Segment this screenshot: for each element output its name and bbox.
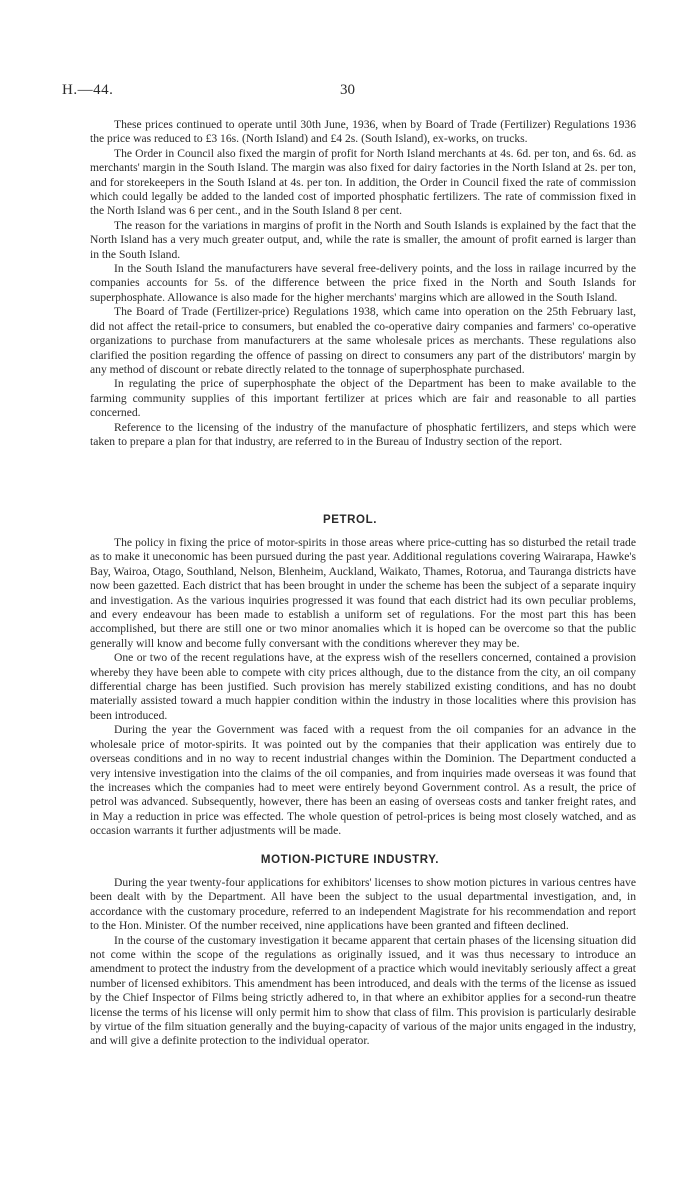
page-number: 30 bbox=[340, 82, 355, 98]
paragraph: During the year the Government was faced with a request from the oil companies for an advance in the wholesale price of motor-spirits. It was pointed out by the companies that their application was entirely due to overseas conditions and in no way to recent industrial changes within the Dominion. The Department conducted a very intensive investigation into the claims of the oil companies, and from inquiries made overseas it was found that the increases which the companies had to meet were entirely beyond Government control. As a result, the price of petrol was advanced. Subsequently, however, there has been an easing of overseas costs and tanker freight rates, and in May a reduction in price was effected. The whole question of petrol-prices is being most closely watched, and as occasion warrants it further adjustments will be made. bbox=[90, 723, 636, 838]
paragraph: The policy in fixing the price of motor-spirits in those areas where price-cutting has so disturbed the retail trade as to make it uneconomic has been pursued during the past year. Additional regulations covering Wairarapa, Hawke's Bay, Wairoa, Otago, Southland, Nelson, Blenheim, Auckland, Waikato, Thames, Rotorua, and Tauranga districts have now been gazetted. Each district that has been brought in under the scheme has been the subject of a separate inquiry and investigation. As the various inquiries progressed it was found that each district had its own peculiar problems, and every endeavour has been made to establish a uniform set of regulations. For the most part this has been accomplished, but there are still one or two minor anomalies which it is hoped can be overcome so that the public generally will know and become fully conversant with the conditions wherever they may be. bbox=[90, 536, 636, 650]
paragraph: In the course of the customary investigation it became apparent that certain phases of the licensing situation did not come within the scope of the regulations as originally issued, and it was thus necessary to introduce an amendment to protect the industry from the development of a practice which would inevitably seriously affect a great number of licensed exhibitors. This amendment has been introduced, and deals with the terms of the license as issued by the Chief Inspector of Films being strictly adhered to, in that where an exhibitor applies for a second-run theatre license the terms of his license will only permit him to show that class of film. This provision is particularly desirable by virtue of the film situation generally and the buying-capacity of various of the major units engaged in the industry, and will give a definite protection to the individual operator. bbox=[90, 933, 636, 1048]
fertilizer-section-body bbox=[90, 118, 636, 449]
paragraph: One or two of the recent regulations have, at the express wish of the resellers concerned, contained a provision whereby they have been able to compete with city prices although, due to the distance from the city, an oil company differential charge has been justified. Such provision has merely stabilized existing conditions, and has no doubt materially assisted toward a much happier condition within the industry in those localities where this provision has been introduced. bbox=[90, 651, 636, 722]
section-heading-petrol: PETROL. bbox=[322, 514, 378, 526]
paragraph: The reason for the variations in margins of profit in the North and South Islands is explained by the fact that the North Island has a very much greater output, and, while the rate is smaller, the amount of profit earned is larger than in the South Island. bbox=[90, 218, 636, 261]
paragraph: During the year twenty-four applications for exhibitors' licenses to show motion pictures in various centres have been dealt with by the Department. All have been the subject to the usual departmental investigation, and, in accordance with the customary procedure, referred to an independent Magistrate for his recommendation and report to the Hon. Minister. Of the number received, nine applications have been granted and fifteen declined. bbox=[90, 876, 636, 933]
paragraph: In the South Island the manufacturers have several free-delivery points, and the loss in railage incurred by the companies accounts for 5s. of the difference between the price fixed in the North and South Islands for superphosphate. Allowance is also made for the higher merchants' margins which are allowed in the South Island. bbox=[90, 262, 636, 304]
paragraph: The Board of Trade (Fertilizer-price) Regulations 1938, which came into operation on the 25th February last, did not affect the retail-price to consumers, but enabled the co-operative dairy companies and farmers' co-operative organizations to purchase from manufacturers at the same wholesale prices as merchants. These regulations also clarified the position regarding the offence of passing on direct to consumers any part of the distributors' margin by any method of discount or rebate directly related to the tonnage of superphosphate purchased. bbox=[90, 305, 636, 376]
paragraph: In regulating the price of superphosphate the object of the Department has been to make available to the farming community supplies of this important fertilizer at prices which are fair and reasonable to all parties concerned. bbox=[90, 377, 636, 420]
petrol-section-body bbox=[90, 536, 636, 839]
document-reference: H.—44. bbox=[62, 82, 114, 98]
paragraph: The Order in Council also fixed the margin of profit for North Island merchants at 4s. 6d. per ton, and 6s. 6d. as merchants' margin in the South Island. The margin was also fixed for dairy factories in the North Island at 2s. per ton, and for storekeepers in the South Island at 4s. per ton. In addition, the Order in Council fixed the rate of commission which could legally be added to the landed cost of imported phosphatic fertilizers. The rate of commission fixed in the North Island was 6 per cent., and in the South Island 8 per cent. bbox=[90, 146, 636, 218]
section-heading-motion-picture: MOTION-PICTURE INDUSTRY. bbox=[260, 854, 440, 866]
paragraph: Reference to the licensing of the industry of the manufacture of phosphatic fertilizers, and steps which were taken to prepare a plan for that industry, are referred to in the Bureau of Industry section of the report. bbox=[90, 420, 636, 448]
paragraph: These prices continued to operate until 30th June, 1936, when by Board of Trade (Fertilizer) Regulations 1936 the price was reduced to £3 16s. (North Island) and £4 2s. (South Island), ex-works, on trucks. bbox=[90, 118, 636, 146]
motion-picture-section-body bbox=[90, 876, 636, 1049]
